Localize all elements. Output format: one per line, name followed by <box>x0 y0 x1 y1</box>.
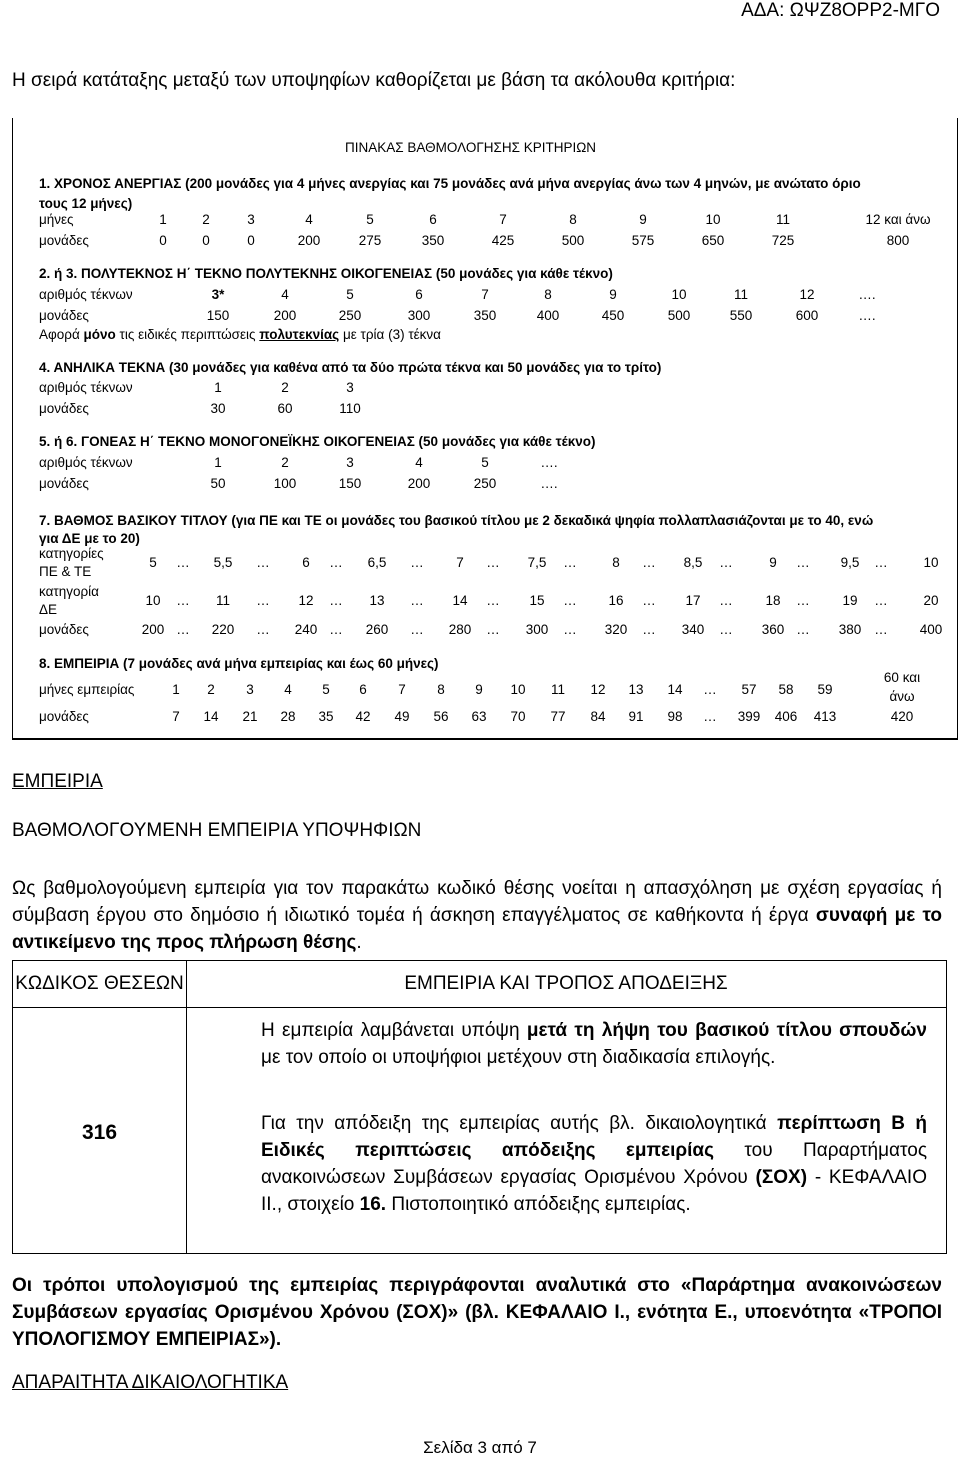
s8-month-cell: 14 <box>667 682 683 697</box>
s5-point-cell: 50 <box>210 476 226 491</box>
s2-children-cell: 3* <box>211 287 225 302</box>
s7-point-cell: 380 <box>838 622 862 637</box>
experience-subheading: ΒΑΘΜΟΛΟΓΟΥΜΕΝΗ ΕΜΠΕΙΡΙΑ ΥΠΟΨΗΦΙΩΝ <box>12 820 422 841</box>
s7-pe-cell: 8 <box>612 555 620 570</box>
s4-children-cell: 2 <box>281 380 289 395</box>
s1-point-cell: 0 <box>247 233 255 248</box>
s7-de-cell: … <box>563 593 577 608</box>
s8-point-cell: 28 <box>280 709 296 724</box>
s2-children-label: αριθμός τέκνων <box>39 287 133 302</box>
s8-title: 8. ΕΜΠΕΙΡΙΑ (7 μονάδες ανά μήνα εμπειρίας και έως 60 μήνες) <box>39 656 439 671</box>
s7-point-cell: 240 <box>294 622 318 637</box>
s7-pe-cell: … <box>256 555 270 570</box>
table-header-divider <box>13 1007 946 1008</box>
s8-month-cell: 2 <box>207 682 215 697</box>
s7-de-label1: κατηγορία <box>39 584 99 599</box>
s2-point-cell: 600 <box>795 308 819 323</box>
s7-de-cell: 19 <box>842 593 858 608</box>
s7-de-cell: … <box>796 593 810 608</box>
s7-pe-cell: … <box>486 555 500 570</box>
s7-de-cell: 11 <box>215 593 231 608</box>
s8-point-cell: 84 <box>590 709 606 724</box>
s7-pe-cell: 7,5 <box>527 555 547 570</box>
s7-de-cell: … <box>486 593 500 608</box>
s7-de-cell: 12 <box>298 593 314 608</box>
s8-point-cell: 49 <box>394 709 410 724</box>
s2-point-cell: 350 <box>473 308 497 323</box>
s7-point-cell: … <box>563 622 577 637</box>
s7-de-cell: 20 <box>923 593 939 608</box>
experience-cell-p1: Η εμπειρία λαμβάνεται υπόψη μετά τη λήψη του βασικού τίτλου σπουδών με τον οποίο οι υποψήφιοι μετέχουν στη διαδικασία επιλογής. <box>261 1020 928 1068</box>
s2-point-cell: 550 <box>729 308 753 323</box>
s1-point-cell: 350 <box>421 233 445 248</box>
s1-month-cell: 8 <box>569 212 577 227</box>
s8-month-cell: 58 <box>778 682 794 697</box>
s7-de-cell: … <box>874 593 888 608</box>
s8-month-cell: 7 <box>398 682 406 697</box>
s5-point-cell: 200 <box>407 476 431 491</box>
s1-point-cell: 725 <box>771 233 795 248</box>
s8-month-cell: 11 <box>550 682 566 697</box>
s8-point-cell: 399 <box>737 709 761 724</box>
s8-months-last-2: άνω <box>889 689 915 704</box>
s4-children-label: αριθμός τέκνων <box>39 380 133 395</box>
experience-paragraph: Ως βαθμολογούμενη εμπειρία για τον παρακάτω κωδικό θέσης νοείται η απασχόληση με σχέση εργασίας ή σύμβαση έργου στο δημόσιο ή ιδιωτικό τομέα ή άσκηση επαγγέλματος σε καθήκοντα ή έργα συναφή με το αντικείμενο της προς πλήρωση θέσης. <box>12 878 942 953</box>
s8-point-cell: 42 <box>355 709 371 724</box>
s8-months-label: μήνες εμπειρίας <box>39 682 135 697</box>
s7-pe-cell: … <box>874 555 888 570</box>
s5-point-cell: …. <box>540 476 558 491</box>
s7-pe-cell: … <box>329 555 343 570</box>
s1-month-cell: 11 <box>775 212 791 227</box>
s1-point-cell: 500 <box>561 233 585 248</box>
s1-months-label: μήνες <box>39 212 74 227</box>
s7-point-cell: 280 <box>448 622 472 637</box>
s5-children-cell: …. <box>540 455 558 470</box>
s8-month-cell: 5 <box>322 682 330 697</box>
s4-title: 4. ΑΝΗΛΙΚΑ ΤΕΚΝΑ (30 μονάδες για καθένα από τα δύο πρώτα τέκνα και 50 μονάδες για το τρίτο) <box>39 360 662 375</box>
s2-children-cell: 6 <box>415 287 423 302</box>
s7-point-cell: 200 <box>141 622 165 637</box>
s2-point-cell: 250 <box>338 308 362 323</box>
s1-month-cell: 6 <box>429 212 437 227</box>
s2-point-cell: 450 <box>601 308 625 323</box>
s7-de-cell: … <box>329 593 343 608</box>
s7-de-label2: ΔΕ <box>39 602 58 617</box>
s5-points-label: μονάδες <box>39 476 89 491</box>
s7-point-cell: … <box>719 622 733 637</box>
s7-point-cell: 340 <box>681 622 705 637</box>
intro-text: Η σειρά κατάταξης μεταξύ των υποψηφίων καθορίζεται με βάση τα ακόλουθα κριτήρια: <box>12 70 736 91</box>
s7-pe-cell: … <box>563 555 577 570</box>
s7-point-cell: … <box>796 622 810 637</box>
s7-point-cell: 360 <box>761 622 785 637</box>
s7-pe-cell: 6,5 <box>367 555 387 570</box>
s1-month-cell: 7 <box>499 212 507 227</box>
s2-children-cell: 11 <box>733 287 749 302</box>
s4-children-cell: 1 <box>214 380 222 395</box>
s8-month-cell: 1 <box>172 682 180 697</box>
s1-point-cell: 0 <box>159 233 167 248</box>
s8-month-cell: 3 <box>246 682 254 697</box>
s8-point-cell: 70 <box>510 709 526 724</box>
s8-points-label: μονάδες <box>39 709 89 724</box>
s8-point-cell: 14 <box>203 709 219 724</box>
s2-points-label: μονάδες <box>39 308 89 323</box>
s7-title-line2: για ΔΕ με το 20) <box>39 531 140 546</box>
s1-point-cell: 275 <box>358 233 382 248</box>
s8-point-cell: 98 <box>667 709 683 724</box>
s8-point-cell: 91 <box>628 709 644 724</box>
ada-header: ΑΔΑ: ΩΨΖ8ΟΡΡ2-ΜΓΟ <box>741 0 940 21</box>
s1-point-cell: 200 <box>297 233 321 248</box>
s7-de-cell: … <box>176 593 190 608</box>
s1-point-cell: 0 <box>202 233 210 248</box>
s2-point-cell: 300 <box>407 308 431 323</box>
s7-pe-cell: 9 <box>769 555 777 570</box>
s7-point-cell: 220 <box>211 622 235 637</box>
s7-pe-cell: 9,5 <box>840 555 860 570</box>
s4-point-cell: 30 <box>210 401 226 416</box>
s7-point-cell: … <box>486 622 500 637</box>
table-column-divider <box>186 961 187 1253</box>
col-header-experience: ΕΜΠΕΙΡΙΑ ΚΑΙ ΤΡΟΠΟΣ ΑΠΟΔΕΙΞΗΣ <box>404 973 728 994</box>
s8-point-cell: 35 <box>318 709 334 724</box>
s7-pe-cell: 5 <box>149 555 157 570</box>
s7-pe-label1: κατηγορίες <box>39 546 104 561</box>
s1-point-cell: 425 <box>491 233 515 248</box>
s7-pe-cell: … <box>719 555 733 570</box>
s2-children-cell: 12 <box>799 287 815 302</box>
s7-de-cell: 10 <box>145 593 161 608</box>
s7-point-cell: 300 <box>525 622 549 637</box>
s2-children-cell: 9 <box>609 287 617 302</box>
s7-point-cell: 400 <box>919 622 943 637</box>
s5-point-cell: 150 <box>338 476 362 491</box>
s2-children-cell: …. <box>858 287 876 302</box>
s5-children-cell: 3 <box>346 455 354 470</box>
s1-point-cell: 575 <box>631 233 655 248</box>
s8-point-cell: 77 <box>550 709 566 724</box>
s7-pe-cell: 10 <box>923 555 939 570</box>
s8-month-cell: 6 <box>359 682 367 697</box>
s2-title: 2. ή 3. ΠΟΛΥΤΕΚΝΟΣ Η΄ ΤΕΚΝΟ ΠΟΛΥΤΕΚΝΗΣ ΟΙΚΟΓΕΝΕΙΑΣ (50 μονάδες για κάθε τέκνο) <box>39 266 613 281</box>
s7-pe-cell: 8,5 <box>683 555 703 570</box>
s7-de-cell: 13 <box>369 593 385 608</box>
s7-pe-cell: … <box>796 555 810 570</box>
s5-point-cell: 100 <box>273 476 297 491</box>
s5-title: 5. ή 6. ΓΟΝΕΑΣ Η΄ ΤΕΚΝΟ ΜΟΝΟΓΟΝΕΪΚΗΣ ΟΙΚΟΓΕΝΕΙΑΣ (50 μονάδες για κάθε τέκνο) <box>39 434 596 449</box>
s1-month-cell: 12 και άνω <box>865 212 931 227</box>
s2-note: Αφορά μόνο τις ειδικές περιπτώσεις πολυτεκνίας με τρία (3) τέκνα <box>39 327 441 342</box>
s4-point-cell: 110 <box>339 401 361 416</box>
s5-children-label: αριθμός τέκνων <box>39 455 133 470</box>
s7-pe-cell: … <box>642 555 656 570</box>
s4-point-cell: 60 <box>277 401 293 416</box>
s7-de-cell: 14 <box>452 593 468 608</box>
s4-children-cell: 3 <box>346 380 354 395</box>
s7-point-cell: … <box>642 622 656 637</box>
s2-point-cell: 400 <box>536 308 560 323</box>
s7-point-cell: … <box>410 622 424 637</box>
s8-point-cell: 406 <box>774 709 798 724</box>
s7-point-cell: 320 <box>604 622 628 637</box>
s1-title-line1: 1. ΧΡΟΝΟΣ ΑΝΕΡΓΙΑΣ (200 μονάδες για 4 μήνες ανεργίας και 75 μονάδες ανά μήνα ανεργίας άνω των 4 μηνών, με ανώτατο όριο <box>39 176 861 191</box>
s8-month-cell: 10 <box>510 682 526 697</box>
experience-heading: ΕΜΠΕΙΡΙΑ <box>12 771 103 792</box>
s8-point-cell: 21 <box>242 709 258 724</box>
s2-point-cell: 150 <box>206 308 230 323</box>
s8-month-cell: 57 <box>741 682 757 697</box>
s5-children-cell: 5 <box>481 455 489 470</box>
s8-point-cell: 56 <box>433 709 449 724</box>
scoring-table-box <box>12 118 958 740</box>
col-header-code: ΚΩΔΙΚΟΣ ΘΕΣΕΩΝ <box>15 973 184 994</box>
s8-point-cell: … <box>703 709 717 724</box>
s8-month-cell: 4 <box>284 682 292 697</box>
s7-pe-label2: ΠΕ & ΤΕ <box>39 564 92 579</box>
s1-points-label: μονάδες <box>39 233 89 248</box>
s7-de-cell: 16 <box>608 593 624 608</box>
required-docs-heading: ΑΠΑΡΑΙΤΗΤΑ ΔΙΚΑΙΟΛΟΓΗΤΙΚΑ <box>12 1372 289 1393</box>
s7-point-cell: … <box>256 622 270 637</box>
s2-point-cell: …. <box>858 308 876 323</box>
experience-cell-p2: Για την απόδειξη της εμπειρίας αυτής βλ. δικαιολογητικά περίπτωση Β ή Ειδικές περιπτώσεις απόδειξης εμπειρίας του Παραρτήματος ανακοινώσεων Συμβάσεων εργασίας Ορισμένου Χρόνου (ΣΟΧ) - ΚΕΦΑΛΑΙΟ ΙΙ., στοιχείο 16. Πιστοποιητικό απόδειξης εμπειρίας. <box>261 1113 928 1215</box>
s8-month-cell: 59 <box>817 682 833 697</box>
s1-title-line2: τους 12 μήνες) <box>39 196 133 211</box>
s2-children-cell: 5 <box>346 287 354 302</box>
s7-de-cell: 18 <box>765 593 781 608</box>
s7-pe-cell: … <box>176 555 190 570</box>
s2-point-cell: 200 <box>273 308 297 323</box>
s8-month-cell: 9 <box>475 682 483 697</box>
s7-de-cell: 15 <box>529 593 545 608</box>
s7-point-cell: … <box>176 622 190 637</box>
s1-month-cell: 3 <box>247 212 255 227</box>
s2-children-cell: 7 <box>481 287 489 302</box>
s7-de-cell: … <box>410 593 424 608</box>
s8-month-cell: 12 <box>590 682 606 697</box>
s7-pe-cell: 6 <box>302 555 310 570</box>
s7-pe-cell: 7 <box>456 555 464 570</box>
s7-point-cell: … <box>329 622 343 637</box>
s1-month-cell: 5 <box>366 212 374 227</box>
experience-table <box>12 960 947 1254</box>
s7-title-line1: 7. ΒΑΘΜΟΣ ΒΑΣΙΚΟΥ ΤΙΤΛΟΥ (για ΠΕ και ΤΕ οι μονάδες του βασικού τίτλου με 2 δεκαδικά ψηφία πολλαπλασιάζονται με το 40, ενώ <box>39 513 874 528</box>
s2-children-cell: 10 <box>671 287 687 302</box>
s7-point-cell: … <box>874 622 888 637</box>
s7-pe-cell: 5,5 <box>213 555 233 570</box>
s8-point-cell: 63 <box>471 709 487 724</box>
s5-children-cell: 4 <box>415 455 423 470</box>
s8-month-cell: 8 <box>437 682 445 697</box>
s8-month-cell: 13 <box>628 682 644 697</box>
page-footer: Σελίδα 3 από 7 <box>423 1438 537 1457</box>
s5-point-cell: 250 <box>473 476 497 491</box>
s8-point-cell: 420 <box>890 709 914 724</box>
s2-children-cell: 8 <box>544 287 552 302</box>
s7-de-cell: … <box>719 593 733 608</box>
final-paragraph: Οι τρόποι υπολογισμού της εμπειρίας περιγράφονται αναλυτικά στο «Παράρτημα ανακοινώσεων Συμβάσεων εργασίας Ορισμένου Χρόνου (ΣΟΧ)» (βλ. ΚΕΦΑΛΑΙΟ Ι., ενότητα Ε., υποενότητα «ΤΡΟΠΟΙ ΥΠΟΛΟΓΙΣΜΟΥ ΕΜΠΕΙΡΙΑΣ»). <box>12 1275 942 1350</box>
s1-point-cell: 650 <box>701 233 725 248</box>
s8-months-last-1: 60 και <box>883 670 921 685</box>
s2-point-cell: 500 <box>667 308 691 323</box>
s7-point-cell: 260 <box>365 622 389 637</box>
s7-de-cell: … <box>256 593 270 608</box>
s7-de-cell: … <box>642 593 656 608</box>
s1-month-cell: 2 <box>202 212 210 227</box>
s7-points-label: μονάδες <box>39 622 89 637</box>
s7-pe-cell: … <box>410 555 424 570</box>
s5-children-cell: 2 <box>281 455 289 470</box>
s1-month-cell: 1 <box>159 212 167 227</box>
s5-children-cell: 1 <box>214 455 222 470</box>
scoring-title: ΠΙΝΑΚΑΣ ΒΑΘΜΟΛΟΓΗΣΗΣ ΚΡΙΤΗΡΙΩΝ <box>345 140 597 155</box>
s1-point-cell: 800 <box>886 233 910 248</box>
s4-points-label: μονάδες <box>39 401 89 416</box>
s1-month-cell: 4 <box>305 212 313 227</box>
s8-point-cell: 7 <box>172 709 180 724</box>
s1-month-cell: 10 <box>705 212 721 227</box>
s1-month-cell: 9 <box>639 212 647 227</box>
s7-de-cell: 17 <box>685 593 701 608</box>
s8-month-cell: … <box>703 682 717 697</box>
position-code: 316 <box>81 1121 118 1144</box>
s2-children-cell: 4 <box>281 287 289 302</box>
s8-point-cell: 413 <box>813 709 837 724</box>
